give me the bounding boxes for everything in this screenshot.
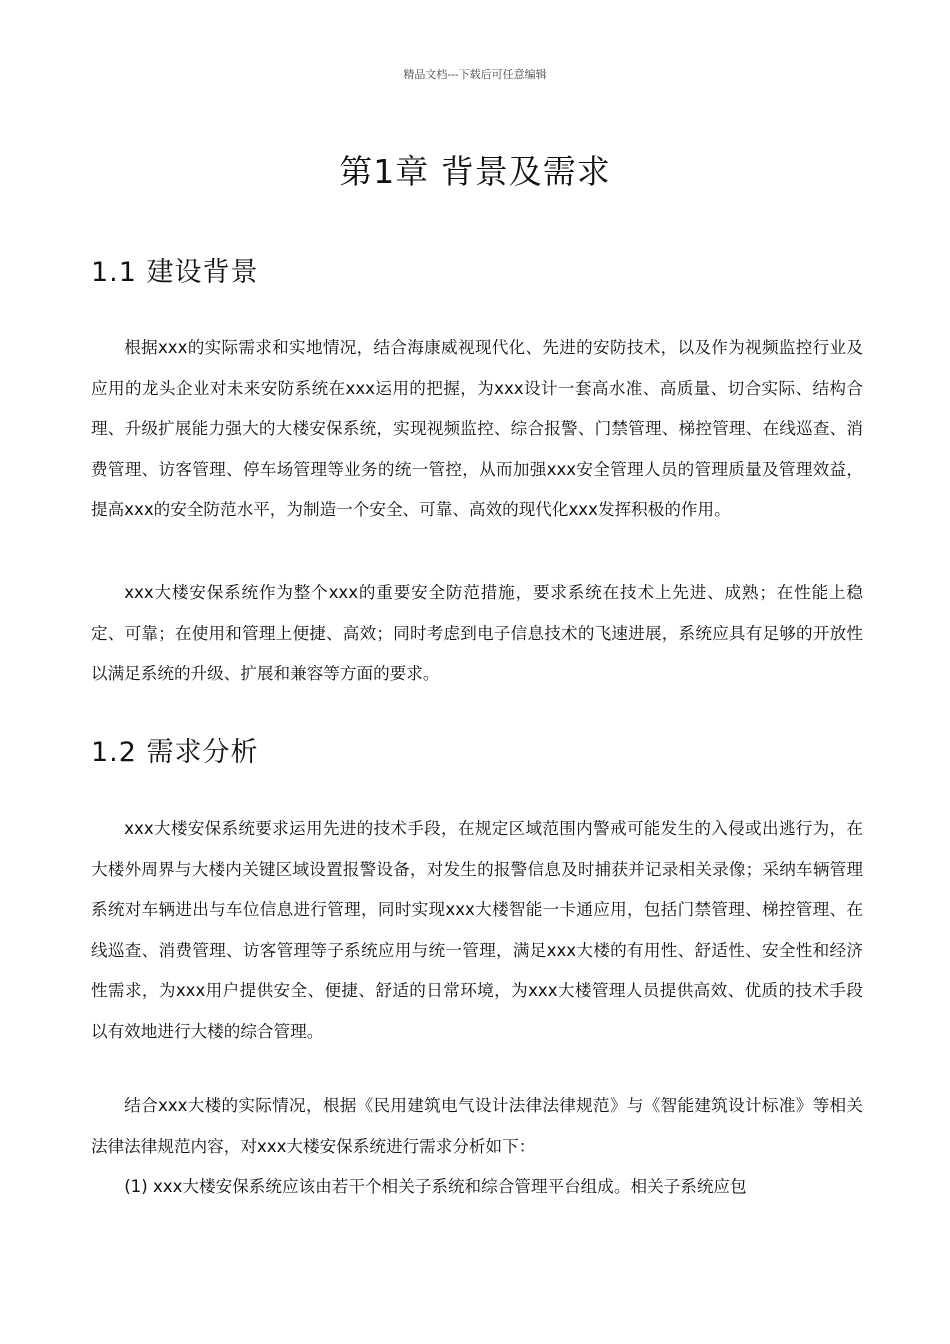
paragraph: (1) xxx大楼安保系统应该由若干个相关子系统和综合管理平台组成。相关子系统应包 <box>124 1177 747 1196</box>
page-header-note: 精品文档---下载后可任意编辑 <box>403 68 547 81</box>
paragraph: xxx大楼安保系统作为整个xxx的重要安全防范措施，要求系统在技术上先进、成熟；在性能上稳定、可靠；在使用和管理上便捷、高效；同时考虑到电子信息技术的飞速进展，系统应具有足够的开放性以满足系统的升级、扩展和兼容等方面的要求。 <box>91 583 863 683</box>
paragraph: xxx大楼安保系统要求运用先进的技术手段，在规定区域范围内警戒可能发生的入侵或出逃行为，在大楼外周界与大楼内关键区域设置报警设备，对发生的报警信息及时捕获并记录相关录像；采纳车辆管理系统对车辆进出与车位信息进行管理，同时实现xxx大楼智能一卡通应用，包括门禁管理、梯控管理、在线巡查、消费管理、访客管理等子系统应用与统一管理，满足xxx大楼的有用性、舒适性、安全性和经济性需求，为xxx用户提供安全、便捷、舒适的日常环境，为xxx大楼管理人员提供高效、优质的技术手段以有效地进行大楼的综合管理。 <box>91 819 863 1041</box>
section-heading-requirements: 1.2 需求分析 <box>91 737 259 768</box>
paragraph: 根据xxx的实际需求和实地情况，结合海康威视现代化、先进的安防技术，以及作为视频监控行业及应用的龙头企业对未来安防系统在xxx运用的把握，为xxx设计一套高水准、高质量、切合实际、结构合理、升级扩展能力强大的大楼安保系统，实现视频监控、综合报警、门禁管理、梯控管理、在线巡查、消费管理、访客管理、停车场管理等业务的统一管控，从而加强xxx安全管理人员的管理质量及管理效益，提高xxx的安全防范水平，为制造一个安全、可靠、高效的现代化xxx发挥积极的作用。 <box>91 338 863 519</box>
paragraph: 结合xxx大楼的实际情况，根据《民用建筑电气设计法律法律规范》与《智能建筑设计标准》等相关法律法律规范内容，对xxx大楼安保系统进行需求分析如下： <box>91 1096 863 1156</box>
chapter-title: 第1章 背景及需求 <box>339 152 611 191</box>
section-heading-background: 1.1 建设背景 <box>91 257 259 288</box>
